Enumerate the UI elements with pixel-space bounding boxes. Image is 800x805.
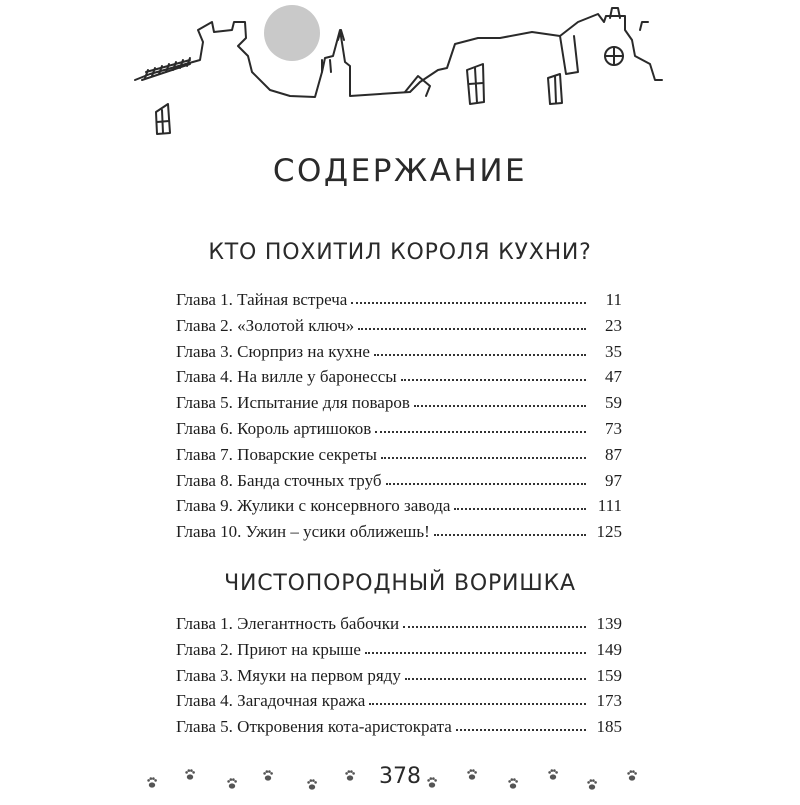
dot-leader (375, 430, 586, 433)
toc-entry[interactable] (176, 637, 622, 663)
toc-entry[interactable] (176, 611, 622, 637)
toc-entry[interactable] (176, 416, 622, 442)
chapter-title: Глава 5. Откровения кота-аристократа (176, 717, 452, 737)
rooftops-illustration (0, 0, 800, 150)
chapter-page-number: 23 (605, 315, 622, 335)
chapter-page-number: 173 (596, 691, 622, 711)
chapter-title: Глава 5. Испытание для поваров (176, 393, 410, 413)
chapter-title: Глава 8. Банда сточных труб (176, 470, 382, 490)
toc-entry[interactable] (176, 313, 622, 339)
chapter-title: Глава 3. Сюрприз на кухне (176, 341, 370, 361)
dot-leader (405, 677, 586, 680)
chapter-title: Глава 4. На вилле у баронессы (176, 367, 397, 387)
dot-leader (358, 327, 586, 330)
chapter-page-number: 59 (605, 393, 622, 413)
dot-leader (456, 728, 586, 731)
toc-entry[interactable] (176, 493, 622, 519)
chapter-page-number: 149 (596, 639, 622, 659)
dot-leader (365, 651, 586, 654)
chapter-title: Глава 2. Приют на крыше (176, 639, 361, 659)
toc-entry[interactable] (176, 287, 622, 313)
chapter-page-number: 139 (596, 614, 622, 633)
chapter-page-number: 11 (605, 290, 622, 309)
chapter-page-number: 87 (605, 444, 622, 464)
chapter-title: Глава 6. Король артишоков (176, 418, 372, 438)
chapter-page-number: 111 (597, 496, 622, 516)
toc-list-section-2 (176, 611, 622, 740)
section-title-1: КТО ПОХИТИЛ КОРОЛЯ КУХНИ? (208, 240, 592, 265)
toc-list-section-1 (176, 287, 622, 545)
page-title: СОДЕРЖАНИЕ (272, 153, 528, 189)
toc-entry[interactable] (176, 688, 622, 714)
dot-leader (381, 456, 586, 459)
chapter-title: Глава 1. Элегантность бабочки (176, 614, 400, 633)
section-title-2: ЧИСТОПОРОДНЫЙ ВОРИШКА (224, 571, 576, 596)
moon (264, 5, 320, 61)
chapter-page-number: 185 (596, 717, 622, 737)
chapter-page-number: 159 (596, 665, 622, 685)
toc-entry[interactable] (176, 519, 622, 545)
toc-entry[interactable] (176, 714, 622, 740)
chapter-page-number: 73 (605, 418, 622, 438)
toc-entry[interactable] (176, 663, 622, 689)
dot-leader (403, 625, 586, 628)
dot-leader (369, 702, 586, 705)
dot-leader (386, 482, 587, 485)
chapter-page-number: 97 (605, 470, 622, 490)
dot-leader (434, 533, 586, 536)
toc-entry[interactable] (176, 364, 622, 390)
chapter-title: Глава 1. Тайная встреча (176, 290, 348, 309)
page-number: 378 (379, 764, 421, 789)
dot-leader (454, 507, 586, 510)
chapter-page-number: 35 (605, 341, 622, 361)
chapter-title: Глава 3. Мяуки на первом ряду (176, 665, 401, 685)
chapter-page-number: 125 (596, 522, 622, 542)
toc-entry[interactable] (176, 468, 622, 494)
chapter-page-number: 47 (605, 367, 622, 387)
toc-entry[interactable] (176, 390, 622, 416)
chapter-title: Глава 7. Поварские секреты (176, 444, 377, 464)
chapter-title: Глава 10. Ужин – усики оближешь! (176, 522, 430, 542)
toc-entry[interactable] (176, 442, 622, 468)
dot-leader (414, 404, 586, 407)
dot-leader (401, 378, 586, 381)
chapter-title: Глава 9. Жулики с консервного завода (176, 496, 451, 516)
toc-entry[interactable] (176, 339, 622, 365)
chapter-title: Глава 2. «Золотой ключ» (176, 315, 355, 335)
dot-leader (374, 353, 586, 356)
dot-leader (351, 301, 586, 304)
chapter-title: Глава 4. Загадочная кража (176, 691, 366, 711)
